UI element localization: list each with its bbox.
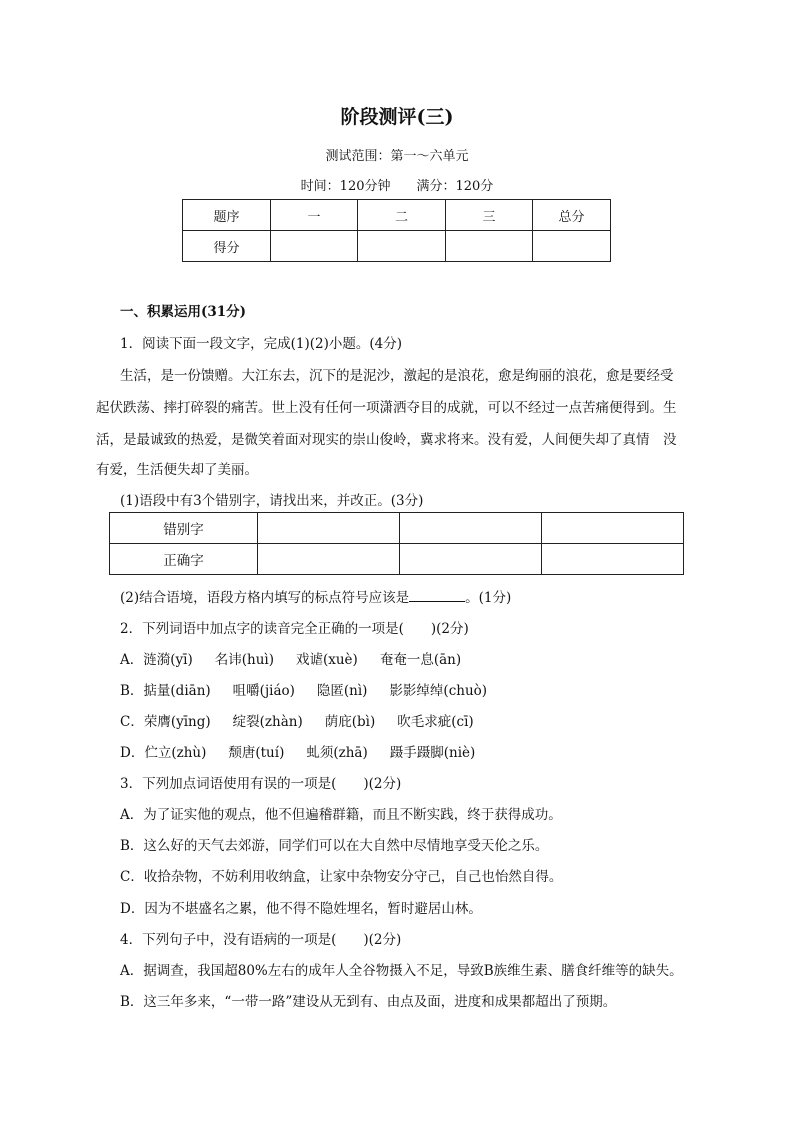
option-text: 影影绰绰(chuò) <box>389 683 488 699</box>
option-text: 蹑手蹑脚(niè) <box>389 745 476 761</box>
question-2-stem: 2．下列词语中加点字的读音完全正确的一项是( )(2分) <box>120 621 469 637</box>
option-text: 绽裂(zhàn) <box>232 714 303 730</box>
question-1-sub1: (1)语段中有3个错别字，请找出来，并改正。(3分) <box>120 493 424 509</box>
score-cell: 总分 <box>533 200 611 231</box>
option-text: C．荣膺(yīng) <box>120 714 211 730</box>
test-scope: 测试范围：第一～六单元 <box>325 149 469 164</box>
question-2-option-a <box>120 648 483 668</box>
correction-entry[interactable] <box>400 513 542 544</box>
question-3-stem: 3．下列加点词语使用有误的一项是( )(2分) <box>120 776 402 792</box>
option-text: 荫庇(bì) <box>324 714 376 730</box>
section-heading: 一、积累运用(31分) <box>120 304 247 320</box>
question-4-stem: 4．下列句子中，没有语病的一项是( )(2分) <box>120 932 402 948</box>
correction-row <box>110 513 684 544</box>
option-text: 咀嚼(jiáo) <box>232 683 295 699</box>
score-table <box>182 199 611 262</box>
option-text: 戏谑(xuè) <box>295 652 358 668</box>
correction-label: 正确字 <box>110 544 258 575</box>
correction-table <box>109 512 684 575</box>
sub2-points: 。(1分) <box>465 590 512 606</box>
passage-line: 活，是最诚致的热爱，是微笑着面对现实的崇山俊岭，冀求将来。没有爱，人间便失却了真情 没 <box>96 432 677 448</box>
question-3-option-d: D．因为不堪盛名之累，他不得不隐姓埋名，暂时避居山林。 <box>120 901 482 917</box>
question-2-option-c <box>120 710 496 730</box>
score-cell: 三 <box>446 200 533 231</box>
score-cell: 题序 <box>183 200 271 231</box>
passage-line: 起伏跌荡、摔打碎裂的痛苦。世上没有任何一项潇洒夺目的成就，可以不经过一点苦痛便得到。生 <box>96 400 677 416</box>
question-1-stem: 1．阅读下面一段文字，完成(1)(2)小题。(4分) <box>120 336 402 352</box>
correction-entry[interactable] <box>400 544 542 575</box>
score-entry[interactable] <box>446 231 533 262</box>
score-label: 得分 <box>183 231 271 262</box>
score-entry[interactable] <box>533 231 611 262</box>
option-text: D．伫立(zhù) <box>120 745 207 761</box>
score-entry[interactable] <box>271 231 358 262</box>
passage-line: 生活，是一份馈赠。大江东去，沉下的是泥沙，激起的是浪花，愈是绚丽的浪花，愈是要经受 <box>120 368 674 384</box>
score-entry[interactable] <box>358 231 446 262</box>
score-cell: 二 <box>358 200 446 231</box>
question-3-option-a: A．为了证实他的观点，他不但遍稽群籍，而且不断实践，终于获得成功。 <box>120 807 562 823</box>
answer-blank[interactable] <box>409 589 465 602</box>
correction-label: 错别字 <box>110 513 258 544</box>
score-cell: 一 <box>271 200 358 231</box>
passage-line: 有爱，生活便失却了美丽。 <box>96 462 258 478</box>
correction-entry[interactable] <box>542 544 684 575</box>
question-3-option-c: C．收拾杂物，不妨利用收纳盒，让家中杂物安分守己，自己也怡然自得。 <box>120 869 563 885</box>
option-text: 吹毛求疵(cī) <box>397 714 474 730</box>
option-text: 隐匿(nì) <box>316 683 368 699</box>
correction-row <box>110 544 684 575</box>
score-table-header-row <box>183 200 611 231</box>
option-text: 虬须(zhā) <box>306 745 368 761</box>
question-3-option-b: B．这么好的天气去郊游，同学们可以在大自然中尽情地享受天伦之乐。 <box>120 838 549 854</box>
correction-entry[interactable] <box>258 544 400 575</box>
question-2-option-d <box>120 741 497 761</box>
option-text: A．涟漪(yī) <box>120 652 193 668</box>
correction-entry[interactable] <box>542 513 684 544</box>
time-info: 时间：120分钟 满分：120分 <box>300 179 494 194</box>
option-text: 奄奄一息(ān) <box>379 652 462 668</box>
option-text: B．掂量(diān) <box>120 683 211 699</box>
score-table-score-row <box>183 231 611 262</box>
page-title: 阶段测评(三) <box>340 106 454 128</box>
sub2-text: (2)结合语境，语段方格内填写的标点符号应该是 <box>120 590 410 606</box>
question-1-sub2 <box>120 586 511 606</box>
question-2-option-b <box>120 679 509 699</box>
option-text: 颓唐(tuí) <box>228 745 285 761</box>
question-4-option-b: B．这三年多来，“一带一路”建设从无到有、由点及面，进度和成果都超出了预期。 <box>120 994 617 1010</box>
correction-entry[interactable] <box>258 513 400 544</box>
option-text: 名讳(huì) <box>214 652 274 668</box>
question-4-option-a: A．据调查，我国超80%左右的成年人全谷物摄入不足，导致B族维生素、膳食纤维等的缺失。 <box>120 963 683 979</box>
